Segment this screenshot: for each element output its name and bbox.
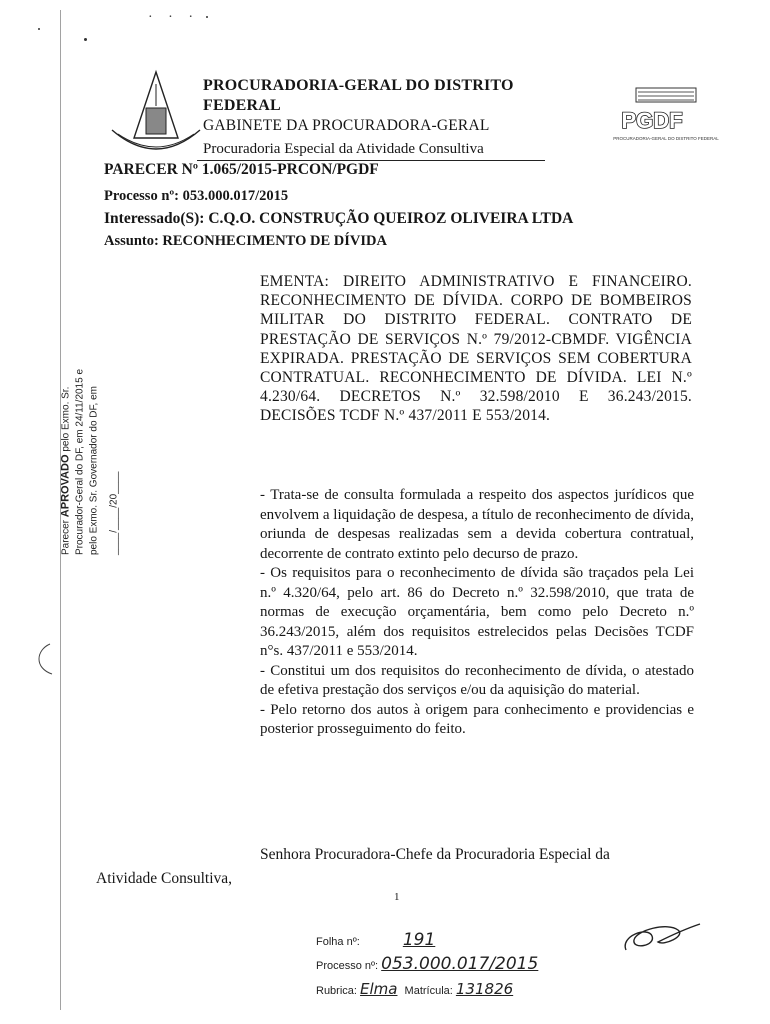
institution-line2: FEDERAL <box>203 97 281 114</box>
processo-value: 053.000.017/2015 <box>381 954 539 974</box>
folha-label: Folha nº: <box>316 936 360 948</box>
ementa <box>260 272 692 426</box>
approval-line3: pelo Exmo. Sr. Governador do DF, em <box>88 386 100 555</box>
handwritten-initials-icon <box>618 916 704 960</box>
approval-line2: Procurador-Geral do DF, em 24/11/2015 e <box>74 368 86 555</box>
scan-specks: · · · <box>148 10 199 25</box>
folha-value: 191 <box>402 930 436 950</box>
department-name: Procuradoria Especial da Atividade Consultiva <box>203 141 484 157</box>
matricula-label: Matrícula: <box>404 985 453 997</box>
institution-name <box>203 76 514 116</box>
pgdf-logo <box>606 88 719 150</box>
greeting-line2: Atividade Consultiva, <box>96 870 233 887</box>
bullet-consulta: - Trata-se de consulta formulada a respeito dos aspectos jurídicos que envolvem a liquidação de despesa, a título de reconhecimento de dívida, oriunda de despesas realizadas sem a devida cobertura contratual, decorrente de contrato extinto pelo decurso de prazo. <box>260 487 695 562</box>
approval-line4: ____/____/20____ <box>108 471 120 555</box>
rubrica-value: Elma <box>360 980 398 998</box>
processo-number: Processo nº: 053.000.017/2015 <box>104 188 289 204</box>
bullet-retorno: - Pelo retorno dos autos à origem para conhecimento e providencias e posterior prosseguimento do feito. <box>260 701 694 737</box>
processo-label: Processo nº: <box>316 960 379 972</box>
bullet-requisitos: - Os requisitos para o reconhecimento de dívida são traçados pela Lei n.º 4.320/64, pelo art. 86 do Decreto n.º 32.598/2010, que trata de normas de execução orçamentária, bem como pelo Decreto n.º 36.243/2015, além dos requisitos estrelecidos pelas Decisões TCDF n°s. 437/2011 e 553/2014. <box>260 565 694 659</box>
rubrica-label: Rubrica: <box>316 985 357 997</box>
page-number: 1 <box>394 891 400 903</box>
parecer-number: PARECER Nº 1.065/2015-PRCON/PGDF <box>104 161 379 178</box>
greeting-line1: Senhora Procuradora-Chefe da Procuradoria Especial da <box>260 846 610 863</box>
pgdf-logo-caption: PROCURADORIA-GERAL DO DISTRITO FEDERAL <box>613 136 719 141</box>
scan-speck <box>84 38 87 41</box>
approval-stamp <box>30 300 150 560</box>
scan-margin-mark <box>30 640 60 680</box>
approval-line1: Parecer APROVADO pelo Exmo. Sr. <box>59 386 72 555</box>
brasilia-emblem-icon <box>108 68 204 156</box>
ementa-text: DIREITO ADMINISTRATIVO E FINANCEIRO. RECONHECIMENTO DE DÍVIDA. CORPO DE BOMBEIROS MILITAR DO DISTRITO FEDERAL. CONTRATO DE PRESTAÇÃO DE SERVIÇOS N.º 79/2012-CBMDF. VIGÊNCIA EXPIRADA. PRESTAÇÃO DE SERVIÇOS SEM COBERTURA CONTRATUAL. RECONHECIMENTO DE DÍVIDA. LEI N.º 4.230/64. DECRETOS N.º 32.598/2010 E 36.243/2015. DECISÕES TCDF N.º 437/2011 E 553/2014. <box>260 273 692 425</box>
interessado: Interessado(S): C.Q.O. CONSTRUÇÃO QUEIROZ OLIVEIRA LTDA <box>104 210 574 227</box>
scan-speck <box>206 16 208 18</box>
scan-speck <box>38 28 40 30</box>
pgdf-logo-text: PGDF <box>621 108 683 133</box>
ementa-label: EMENTA: <box>260 273 330 290</box>
matricula-value: 131826 <box>455 980 514 998</box>
summary-bullets <box>260 486 694 740</box>
assunto: Assunto: RECONHECIMENTO DE DÍVIDA <box>104 233 387 249</box>
office-name: GABINETE DA PROCURADORA-GERAL <box>203 117 490 134</box>
bullet-atestado: - Constitui um dos requisitos do reconhecimento de dívida, o atestado de efetiva prestação dos serviços e/ou da aquisição do material. <box>260 662 694 698</box>
institution-line1: PROCURADORIA-GERAL DO DISTRITO <box>203 77 514 94</box>
